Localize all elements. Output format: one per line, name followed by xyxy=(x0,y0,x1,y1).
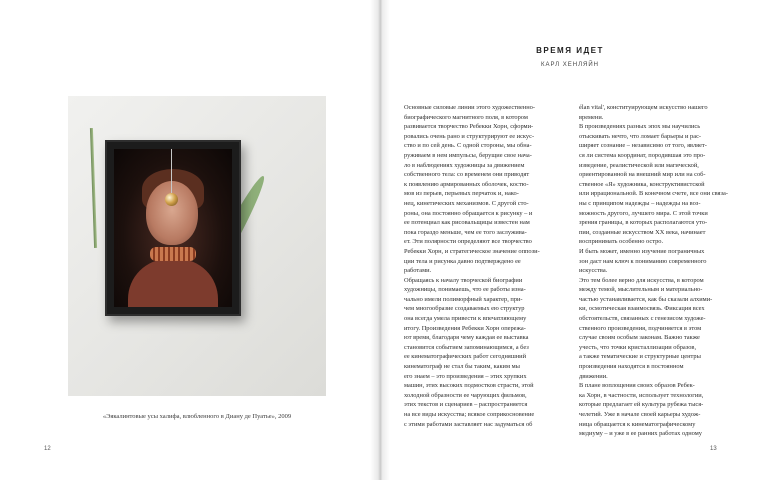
framed-painting xyxy=(105,140,241,316)
article-title: ВРЕМЯ ИДЕТ xyxy=(536,46,604,55)
portrait-dress xyxy=(128,259,218,307)
text-column-2 xyxy=(579,103,731,439)
text-column-1 xyxy=(404,103,556,439)
photo-caption: «Эякалинтовые усы халифа, влюбленного в Диану де Пуатье», 2009 xyxy=(102,413,292,420)
portrait-painting xyxy=(114,149,232,307)
column-2-text: élan vital', конституирующем искусство нашего времени. В произведениях разных эпох мы научились отыскивать нечто, что ломает барьеры и рас- ширяет сознание – независимо от того, являет- ся ли система координат, породившая это про- изведение, реалистической или магической, ориентированной на внешний мир или на соб- ственное «Я» художника, конструктивистской или иррациональной. В конечном счете, все они связа- ны с принципом надежды – надежды на воз- можность другого, лучшего мира. С этой точки зрения границы, в которых располагаются уто- пии, созданные искусством XX века, начинает воспринимать особенно остро. И быть может, именно изучение пограничных зон даст нам ключ к пониманию современного искусства. Это тем более верно для искусства, в котором между темой, мыслительным и материально- частью устанавливается, как бы сказали алхими- ки, осмотическая взаимосвязь. Фиксация всех обстоятельств, связанных с генезисом художе- ственного произведения, подчиняется в этом случае своим особым законам. Важно также учесть, что точки кристаллизации образов, а также тематические и структурные центры произведения находятся в постоянном движении. В плане воплощения своих образов Ребек- ка Хорн, в частности, использует технологии, которые предлагает ей культура рубежа тыся- челетий. Уже в начале своей карьеры худож- ница обращается к кинематографическому медиуму – и уже в ее ранних работах одному xyxy=(579,104,728,438)
right-page xyxy=(380,0,760,480)
article-author: КАРЛ ХЕНЛЯЙН xyxy=(540,62,600,68)
pendulum-string xyxy=(171,149,172,195)
column-1-text: Основные силовые линии этого художественно- биографического магнитного поля, в котором развивается творчество Ребекки Хорн, сформи- ровались очень рано и структурируют ее искус- ство и по сей день. С одной стороны, мы обна- руживаем в нем импульсы, берущие свое нача- ло в наблюдениях художницы за движением собственного тела: со временем они приводят к появлению армированных оболочек, костю- мов из перьев, перьевых перчаток и, нако- нец, кинетических механизмов. С другой сто- роны, она постоянно обращается к рисунку – и ее потенциал как рисовальщицы известен нам пока гораздо меньше, чем ее того заслужива- ет. Эти полярности определяют все творчество Ребекки Хорн, и стратегическое значение оппози- ции тела и рисунка давно подтверждено ее работами. Обращаясь к началу творческой биографии художницы, понимаешь, что ее работы изна- чально имели полиморфный характер, при- чем многообразие создаваемых ею структур она всегда умела привести к впечатляющему итогу. Произведения Ребекки Хорн опережа- ют время, благодаря чему каждая ее выставка становится событием запоминающимся, а без ее кинематографических работ сегодняшний кинематограф не стал бы таким, каким мы его знаем – это произведения – этих хрупких машин, этих высоких подмостков страсти, этой холодной образности ее чарующих фильмов, этих текстов и сценариев – распространяется на все виды искусства; всякое соприкосновение с этими работами заставляет нас задуматься об xyxy=(404,104,540,428)
pendulum-ball xyxy=(165,193,178,206)
book-gutter xyxy=(370,0,390,480)
page-number-left: 12 xyxy=(44,446,51,452)
portrait-face xyxy=(146,181,198,245)
page-number-right: 13 xyxy=(710,446,717,452)
portrait-necklace xyxy=(150,247,196,261)
